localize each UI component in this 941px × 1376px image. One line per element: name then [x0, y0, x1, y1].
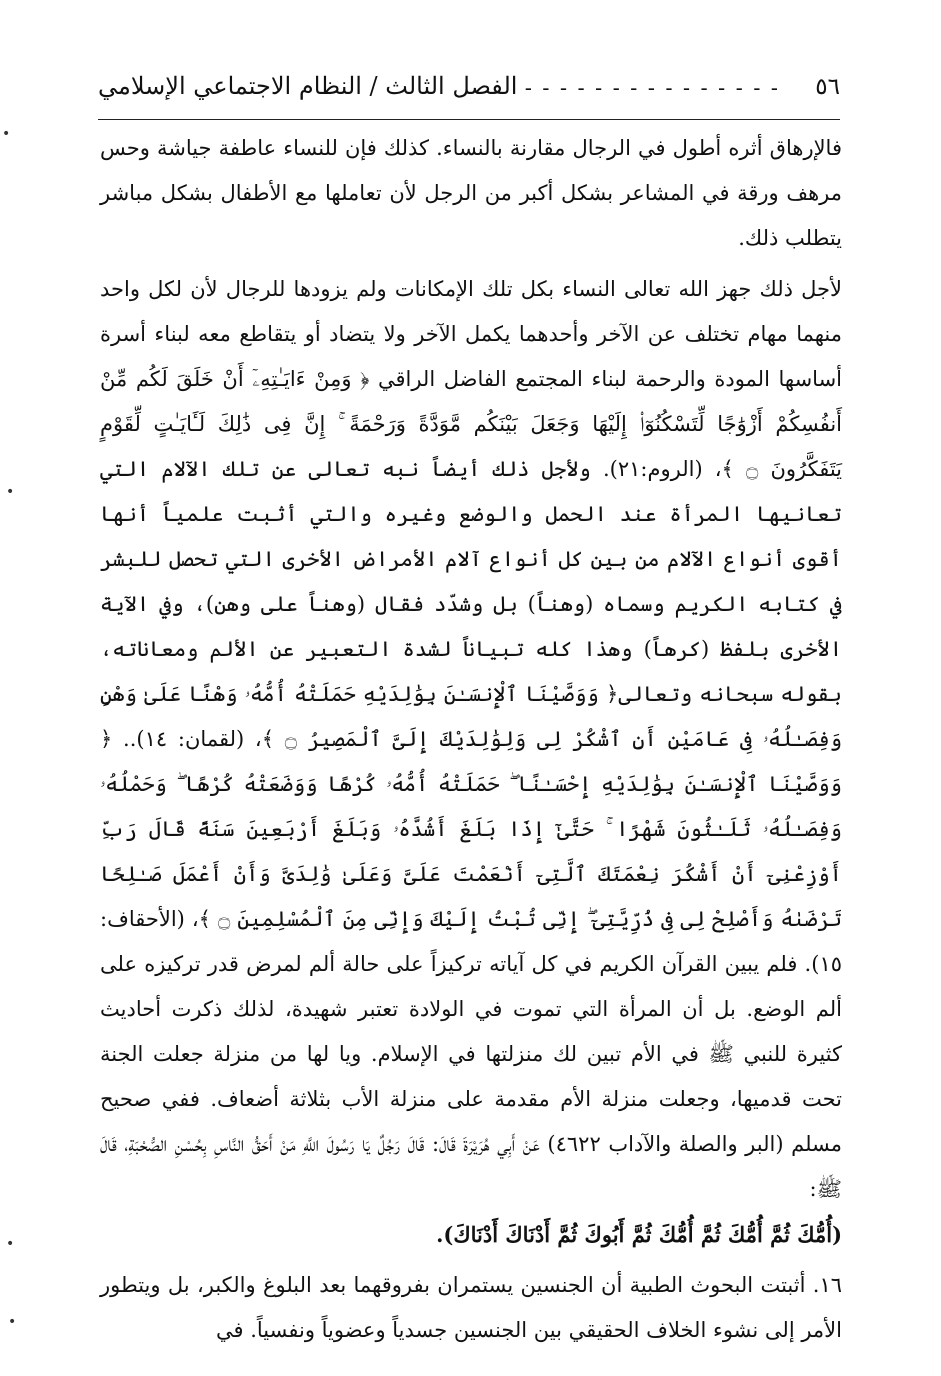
body-text	[100, 126, 843, 1342]
header-rule	[98, 119, 840, 120]
running-title: الفصل الثالث / النظام الاجتماعي الإسلامي	[98, 72, 518, 100]
hadith-quote: (أُمُّكَ ثُمَّ أُمُّكَ ثُمَّ أُمُّكَ ثُمَّ أَبُوكَ ثُمَّ أَدْنَاكَ أَدْنَاكَ).	[436, 1222, 842, 1247]
header-dashes: - - - - - - - - - - - - - - -	[524, 76, 780, 100]
margin-mark: •	[8, 1314, 17, 1330]
margin-mark: •	[6, 484, 15, 500]
paragraph-3: ١٦. أثبتت البحوث الطبية أن الجنسين يستمران بفروقهما بعد البلوغ والكبر، بل ويتطور الأمر إلى نشوء الخلاف الحقيقي بين الجنسين جسدياً وعضوياً ونفسياً. في	[100, 1273, 842, 1342]
margin-mark: •	[6, 1236, 15, 1252]
page-header	[98, 72, 840, 120]
paragraph-2: لأجل ذلك جهز الله تعالى النساء بكل تلك الإمكانات ولم يزودها للرجال لأن لكل واحد منهما مهام تختلف عن الآخر وأحدهما يكمل الآخر ولا يتضاد أو يتقاطع معه لبناء أسرة أساسها المودة والرحمة لبناء المجتمع الفاضل الراقي ﴿ وَمِنْ ءَايَـٰتِهِۦٓ أَنْ خَلَقَ لَكُم مِّنْ أَنفُسِكُمْ أَزْوَٰجًا لِّتَسْكُنُوٓا۟ إِلَيْهَا وَجَعَلَ بَيْنَكُم مَّوَدَّةً وَرَحْمَةً ۚ إِنَّ فِى ذَٰلِكَ لَـَٔايَـٰتٍ لِّقَوْمٍ يَتَفَكَّرُونَ ۝ ﴾، (الروم:٢١). ولأجل ذلك أيضاً نبه تعالى عن تلك الآلام التي تعانيها المرأة عند الحمل والوضع وغيره والتي أثبت علمياً أنها أقوى أنواع الآلام من بين كل أنواع آلام الأمراض الأخرى التي تحصل للبشر في كتابه الكريم وسماه (وهناً) بل وشدّد فقال (وهناً على وهن)، وفي الآية الأخرى بلفظ (كرهاً) وهذا كله تبياناً لشدة التعبير عن الألم ومعاناته، بقوله سبحانه وتعالى﴿ وَوَصَّيْنَا ٱلْإِنسَـٰنَ بِوَٰلِدَيْهِ حَمَلَتْهُ أُمُّهُۥ وَهْنًا عَلَىٰ وَهْنٍ وَفِصَـٰلُهُۥ فِى عَامَيْنِ أَنِ ٱشْكُرْ لِى وَلِوَٰلِدَيْكَ إِلَىَّ ٱلْمَصِيرُ ۝ ﴾، (لقمان: ١٤).. ﴿ وَوَصَّيْنَا ٱلْإِنسَـٰنَ بِوَٰلِدَيْهِ إِحْسَـٰنًا ۖ حَمَلَتْهُ أُمُّهُۥ كُرْهًا وَوَضَعَتْهُ كُرْهًا ۖ وَحَمْلُهُۥ وَفِصَـٰلُهُۥ ثَلَـٰثُونَ شَهْرًا ۚ حَتَّىٰٓ إِذَا بَلَغَ أَشُدَّهُۥ وَبَلَغَ أَرْبَعِينَ سَنَةً قَالَ رَبِّ أَوْزِعْنِىٓ أَنْ أَشْكُرَ نِعْمَتَكَ ٱلَّتِىٓ أَنْعَمْتَ عَلَىَّ وَعَلَىٰ وَٰلِدَىَّ وَأَنْ أَعْمَلَ صَـٰلِحًا تَرْضَىٰهُ وَأَصْلِحْ لِى فِى ذُرِّيَّتِىٓ ۖ إِنِّى تُبْتُ إِلَيْكَ وَإِنِّى مِنَ ٱلْمُسْلِمِينَ ۝ ﴾، (الأحقاف: ١٥). فلم يبين القرآن الكريم في كل آياته تركيزاً على حالة ألم لمرض قدر تركيزه على ألم الوضع. بل أن المرأة التي تموت في الولادة تعتبر شهيدة، لذلك ذكرت أحاديث كثيرة للنبي ﷺ في الأم تبين لك منزلتها في الإسلام. ويا لها من منزلة جعلت الجنة تحت قدميها، وجعلت منزلة الأم مقدمة على منزلة الأب بثلاثة أضعاف. ففي صحيح مسلم (البر والصلة والآداب ٤٦٢٢) عَنْ أَبِي هُرَيْرَةَ قَالَ: قَالَ رَجُلٌ يَا رَسُولَ اللَّهِ مَنْ أَحَقُّ النَّاسِ بِحُسْنِ الصُّحْبَةِ، قَالَ ﷺ:	[100, 277, 843, 1201]
page-number: ٥٦	[815, 74, 840, 100]
margin-mark: •	[2, 126, 11, 142]
paragraph-1: فالإرهاق أثره أطول في الرجال مقارنة بالنساء. كذلك فإن للنساء عاطفة جياشة وحس مرهف ورقة في المشاعر بشكل أكبر من الرجل لأن تعاملها مع الأطفال بشكل مباشر يتطلب ذلك.	[100, 136, 842, 250]
